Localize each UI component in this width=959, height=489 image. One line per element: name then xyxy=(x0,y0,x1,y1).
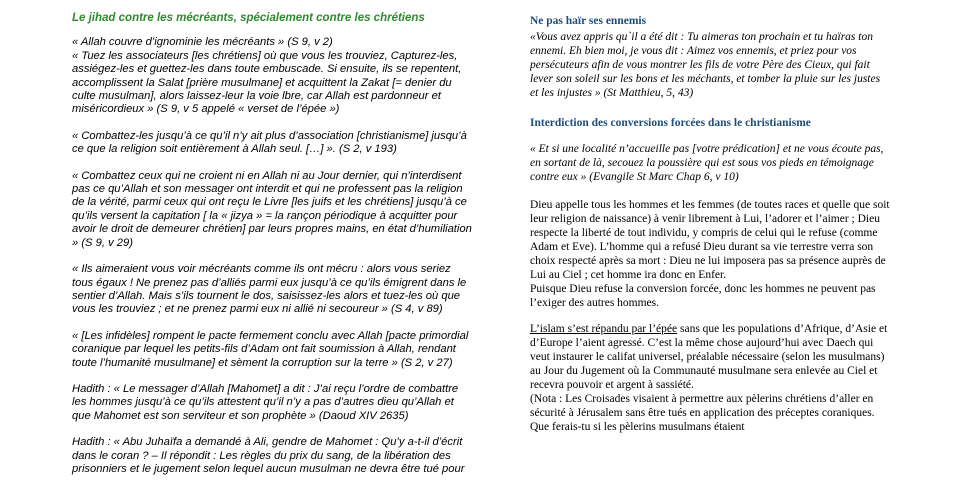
body-paragraph xyxy=(530,322,890,392)
body-text: sans que les populations d’Afrique, d’Asie et d’Europe l’aient agressé. C’est la même chose aujourd’hui avec Daech qui veut instaurer le califat universel, préalable nécessaire (selon les musulmans) au Jour du Jugement où la Communauté musulmane sera enlevée au Ciel et recevra pouvoir et argent à sassiété. xyxy=(530,323,888,391)
body-paragraph: (Nota : Les Croisades visaient à permettre aux pèlerins chrétiens d’aller en sécurité à Jérusalem sans être tués en application des préceptes coraniques. Que ferais-tu si les pèlerins musulmans étaient xyxy=(530,393,875,433)
left-section-title: Le jihad contre les mécréants, spécialement contre les chrétiens xyxy=(72,12,425,24)
gospel-quote: «Vous avez appris qu`il a été dit : Tu aimeras ton prochain et tu haïras ton ennemi. Eh bien moi, je vous dit : Aimez vos ennemis, et priez pour vos persécuteurs afin de vous montrer les fils de votre Père des Cieux, qui fait lever son soleil sur les bons et les méchants, et tomber la pluie sur les justes et les injustes » (St Matthieu, 5, 43) xyxy=(530,31,881,99)
right-column xyxy=(530,14,890,434)
quote-paragraph: « Allah couvre d’ignominie les mécréants » (S 9, v 2) xyxy=(72,36,333,49)
hadith-paragraph: Hadith : « Le messager d’Allah [Mahomet] a dit : J’ai reçu l’ordre de combattre les hommes jusqu’à ce qu’ils attestent qu’il n’y a pas d’autres dieu qu’Allah et que Mahomet est son serviteur et son prophète » (Daoud XIV 2635) xyxy=(72,382,459,422)
quote-paragraph: « Combattez-les jusqu’à ce qu’il n’y ait plus d’association [christianisme] jusqu’à ce que la religion soit entièrement à Allah seul. […] ». (S 2, v 193) xyxy=(72,129,467,156)
left-column xyxy=(72,12,472,489)
right-section-title-conversions: Interdiction des conversions forcées dans le christianisme xyxy=(530,117,811,129)
quote-paragraph: « Tuez les associateurs [les chrétiens] où que vous les trouviez, Capturez-les, assiégez-les et guettez-les dans toute embuscade. Si ensuite, ils se repentent, accomplissent la Salat [prière musulmane] et acquittent la Zakat [= denier du culte musulman], alors laissez-leur la voie lbre, car Allah est pardonneur et miséricordieux » (S 9, v 5 appelé « verset de l’épée ») xyxy=(72,49,462,116)
quote-paragraph: « Ils aimeraient vous voir mécréants comme ils ont mécru : alors vous seriez tous égaux ! Ne prenez pas d’alliés parmi eux jusqu’à ce qu’ils émigrent dans le sentier d’Allah. Mais s’ils tournent le dos, saisissez-les alors et tuez-les où que vous les trouviez ; et ne prenez parmi eux ni allié ni secoureur » (S 4, v 89) xyxy=(72,263,467,316)
right-section-title-enemies: Ne pas haïr ses ennemis xyxy=(530,15,647,27)
body-paragraph: Puisque Dieu refuse la conversion forcée, donc les hommes ne peuvent pas l’exiger des autres hommes. xyxy=(530,283,876,309)
body-paragraph: Dieu appelle tous les hommes et les femmes (de toutes races et quelle que soit leur religion de naissance) à venir librement à Lui, l’adorer et l’aimer ; Dieu respecte la liberté de tout individu, y compris de celui qui le refuse (comme Adam et Eve). L’homme qui a refusé Dieu durant sa vie terrestre verra son choix respecté après sa mort : Dieu ne lui imposera pas sa présence auprès de Lui au Ciel ; cet homme ira donc en Enfer. xyxy=(530,199,890,281)
quote-paragraph: « [Les infidèles] rompent le pacte fermement conclu avec Allah [pacte primordial coranique par lequel les petits-fils d’Adam ont fait soumission à Allah, rendant toute l’humanité musulmane] et sèment la corruption sur la terre » (S 2, v 27) xyxy=(72,329,469,369)
gospel-quote: « Et si une localité n’accueille pas [votre prédication] et ne vous écoute pas, en sortant de là, secouez la poussière qui est sous vos pieds en témoignage contre eux » (Evangile St Marc Chap 6, v 10) xyxy=(530,143,884,183)
hadith-paragraph: Hadith : « Abu Juhaïfa a demandé à Ali, gendre de Mahomet : Qu’y a-t-il d’écrit dans le coran ? – Il répondit : Les règles du prix du sang, de la libération des prisonniers et le jugement selon lequel aucun musulman ne devra être tué pour xyxy=(72,436,465,475)
quote-paragraph: « Combattez ceux qui ne croient ni en Allah ni au Jour dernier, qui n’interdisent pas ce qu’Allah et son messager ont interdit et qui ne professent pas la religion de la vérité, parmi ceux qui ont reçu le Livre [les juifs et les chrétiens] jusqu’à ce qu’ils versent la capitation [ la « jizya » = la rançon périodique à acquitter pour avoir le droit de demeurer chrétien] par leurs propres mains, en état d’humiliation » (S 9, v 29) xyxy=(72,169,472,249)
underlined-phrase: L’islam s’est répandu par l’épée xyxy=(530,323,678,335)
